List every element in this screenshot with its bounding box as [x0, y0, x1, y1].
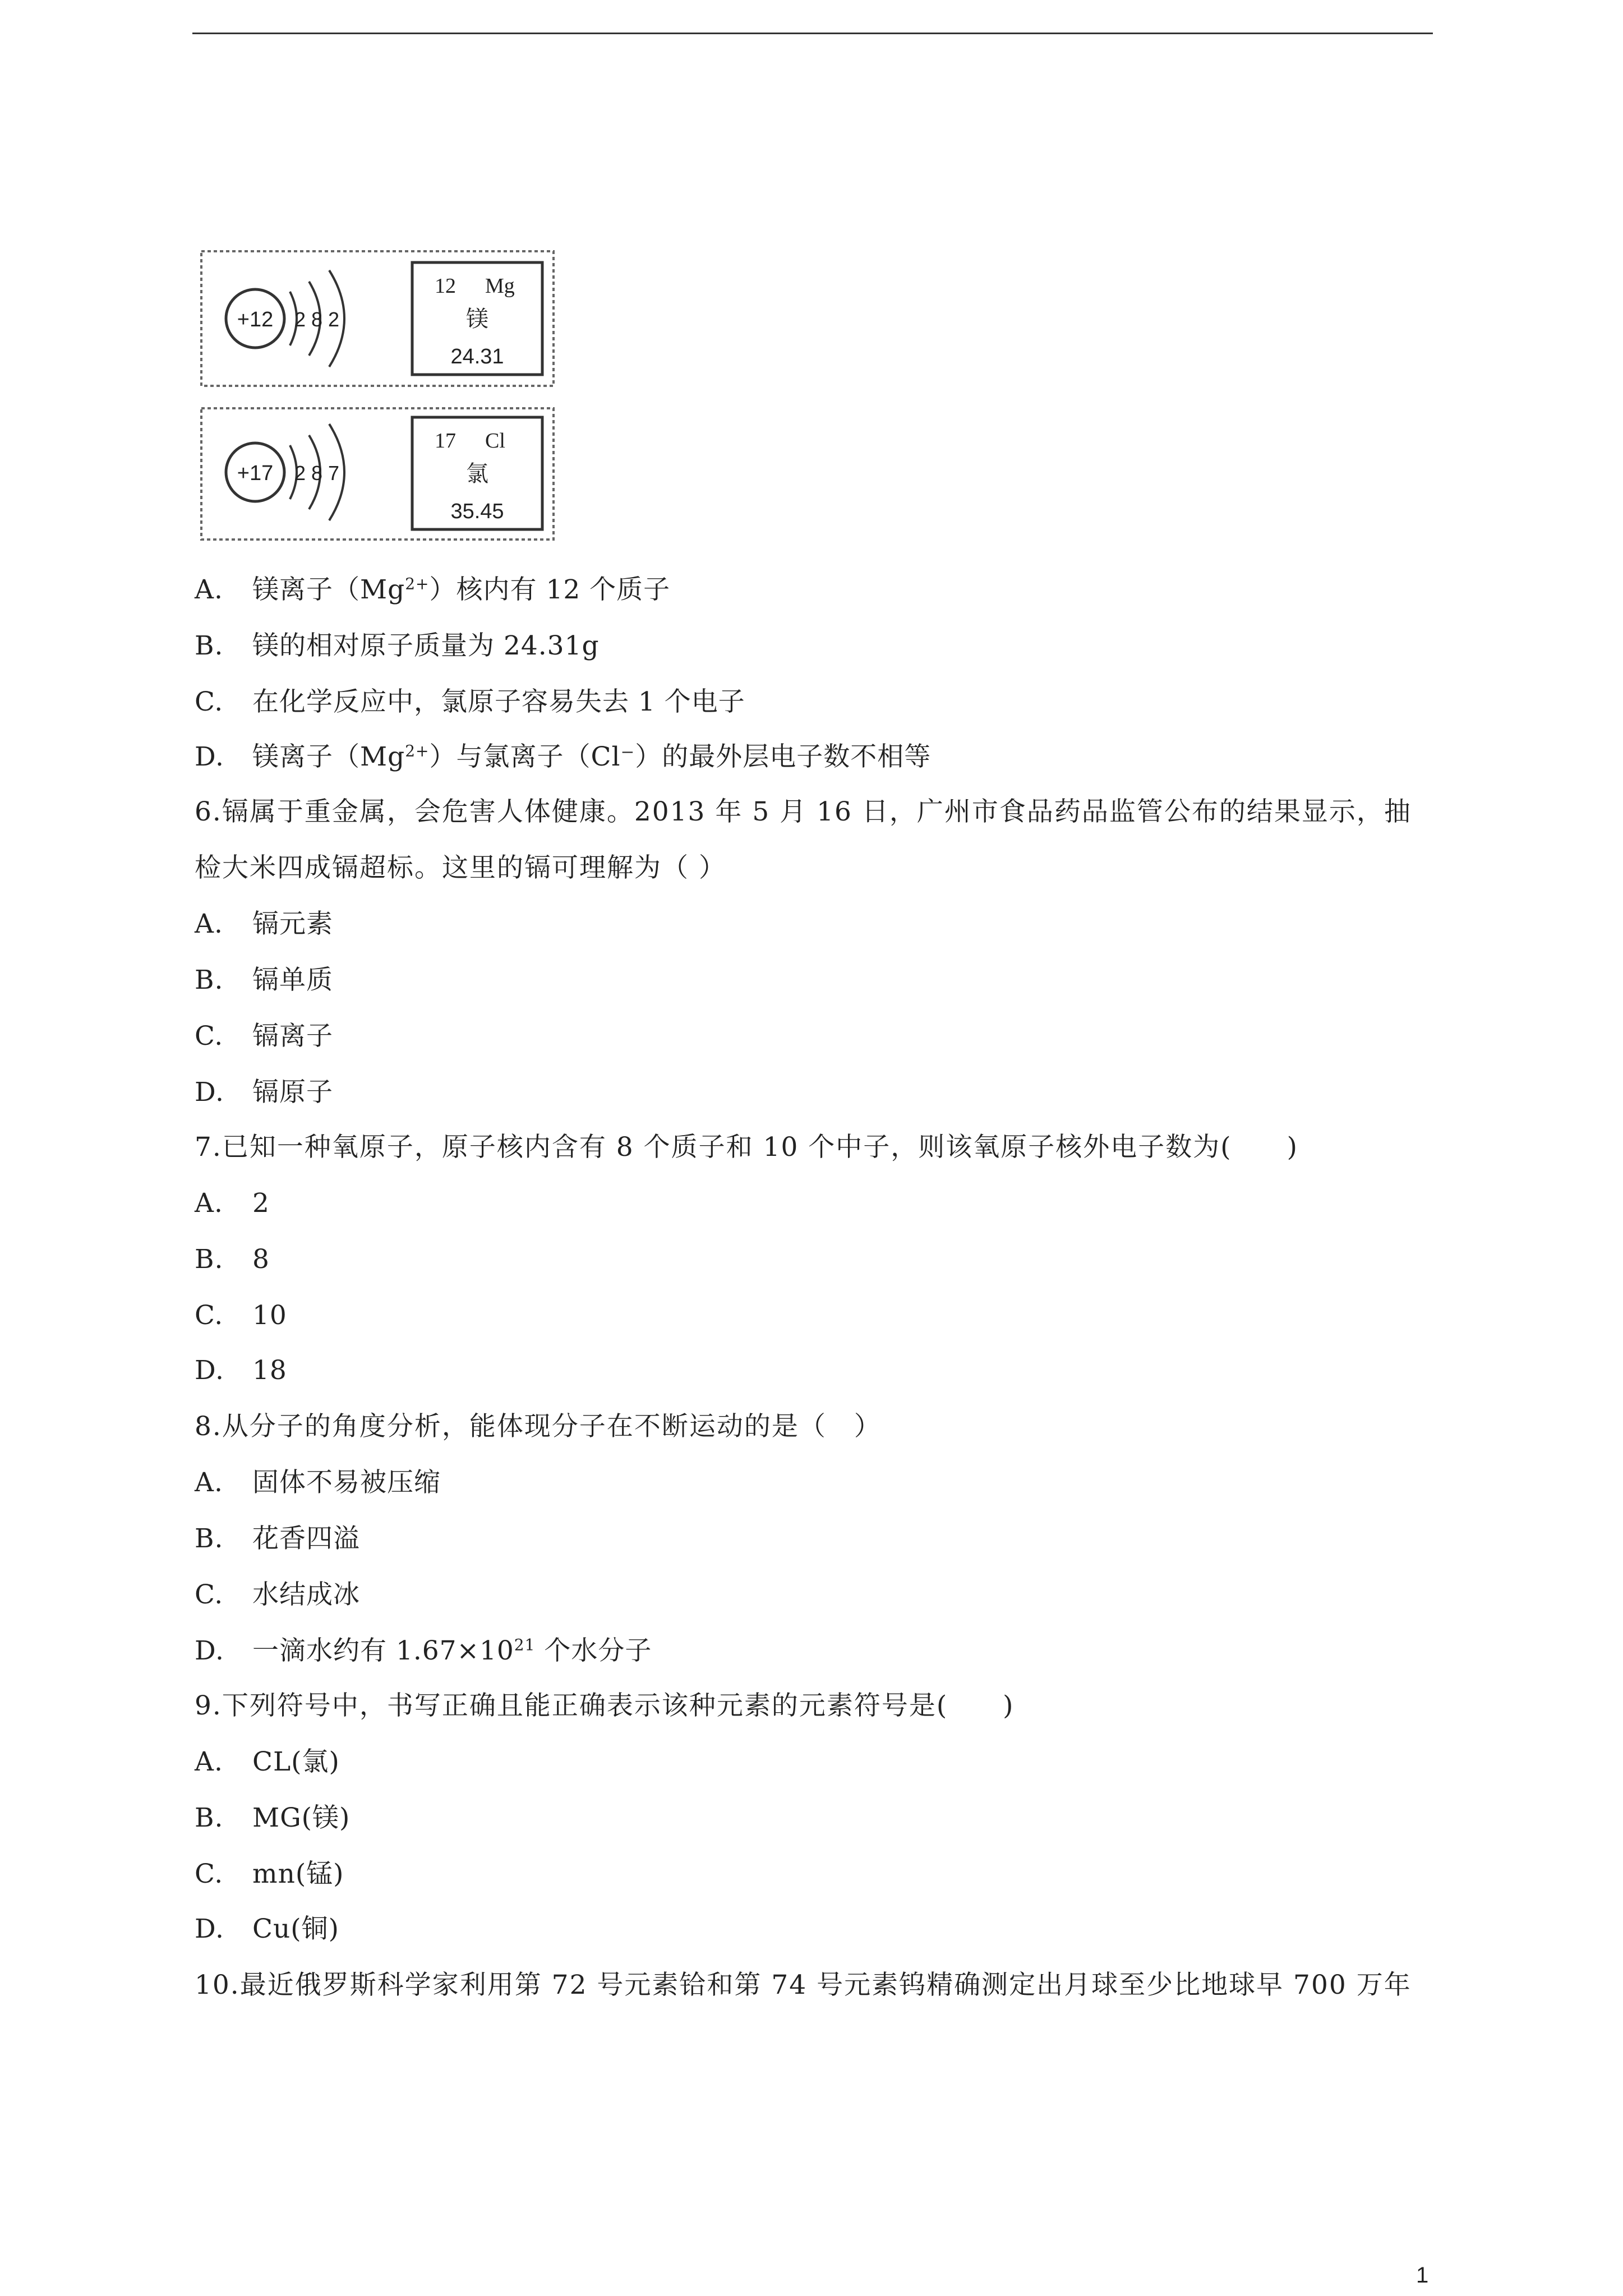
q9-option-b: B. MG(镁): [195, 1802, 351, 1833]
q6-stem-line2: 检大米四成镉超标。这里的镉可理解为（ ）: [195, 852, 726, 883]
q10-stem: 10.最近俄罗斯科学家利用第 72 号元素铪和第 74 号元素钨精确测定出月球至少比地球早 700 万年: [195, 1970, 1412, 2000]
atom-structure-figure: [199, 248, 558, 543]
mg-atomic-number: 12: [435, 274, 456, 298]
q5-option-c: C. 在化学反应中，氯原子容易失去 1 个电子: [195, 686, 745, 717]
q8-option-a: A. 固体不易被压缩: [195, 1467, 441, 1498]
q9-option-a: A. CL(氯): [195, 1746, 340, 1777]
cl-nucleus: +17: [237, 462, 274, 485]
q8-option-d: D. 一滴水约有 $1.67\times 10^{21}$ 个水分子: [195, 1635, 652, 1666]
q8-option-b: B. 花香四溢: [195, 1523, 360, 1554]
mg-nucleus: +12: [237, 308, 274, 331]
q6-option-c: C. 镉离子: [195, 1021, 333, 1052]
q7-option-b: B. 8: [195, 1244, 270, 1275]
cl-panel: [201, 408, 554, 540]
cl-atomic-mass: 35.45: [450, 500, 504, 523]
cl-element-name: 氯: [466, 461, 488, 487]
q5-option-a: A. 镁离子$(Mg^{2+})$核内有 12 个质子: [195, 574, 671, 605]
q7-option-c: C. 10: [195, 1300, 287, 1331]
cl-shell-electrons: 2 8 7: [294, 462, 340, 485]
page-number: 1: [1416, 2263, 1429, 2288]
q7-stem: 7.已知一种氧原子，原子核内含有 8 个质子和 10 个中子，则该氧原子核外电子数为( ): [195, 1132, 1298, 1163]
q6-option-d: D. 镉原子: [195, 1077, 333, 1108]
mg-atomic-mass: 24.31: [450, 345, 504, 368]
q5-option-b: B. 镁的相对原子质量为 24.31g: [195, 630, 600, 661]
mg-element-name: 镁: [466, 306, 488, 332]
q6-option-a: A. 镉元素: [195, 909, 333, 939]
q8-option-c: C. 水结成冰: [195, 1579, 360, 1610]
mg-shell-electrons: 2 8 2: [294, 308, 340, 331]
q7-option-a: A. 2: [195, 1188, 270, 1219]
q6-stem-line1: 6.镉属于重金属，会危害人体健康。2013 年 5 月 16 日，广州市食品药品监管公布的结果显示，抽: [195, 796, 1412, 827]
q9-option-d: D. Cu(铜): [195, 1914, 339, 1944]
q9-option-c: C. mn(锰): [195, 1859, 344, 1889]
q9-stem: 9.下列符号中，书写正确且能正确表示该种元素的元素符号是( ): [195, 1690, 1015, 1721]
q5-option-d: D. 镁离子$(Mg^{2+})$与氯离子（Cl⁻）的最外层电子数不相等: [195, 741, 932, 772]
mg-panel: [201, 251, 554, 386]
cl-atomic-number: 17: [435, 429, 456, 453]
mg-symbol: Mg: [485, 274, 515, 298]
q7-option-d: D. 18: [195, 1355, 287, 1386]
header-rule: [192, 33, 1433, 34]
q8-stem: 8.从分子的角度分析，能体现分子在不断运动的是（ ）: [195, 1411, 882, 1442]
q6-option-b: B. 镉单质: [195, 965, 333, 995]
cl-symbol: Cl: [485, 429, 505, 453]
